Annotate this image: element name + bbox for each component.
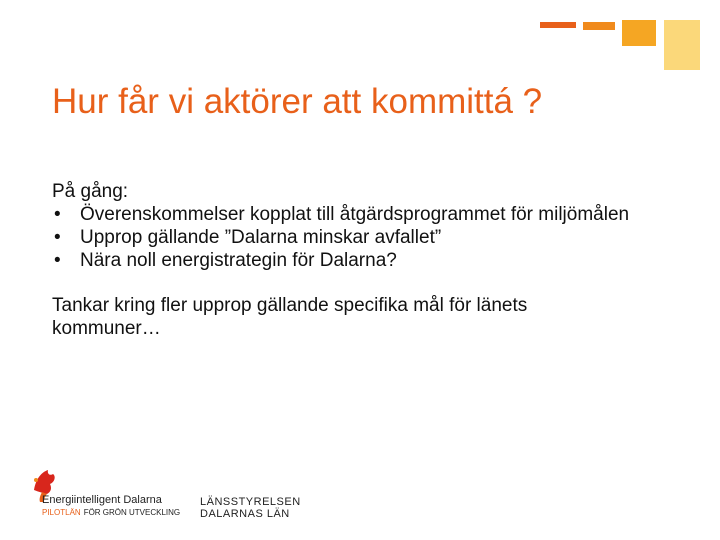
list-item: [52, 226, 652, 249]
energiintelligent-dalarna-logo: [30, 466, 190, 522]
svg-text:PILOTLÄNFÖR GRÖN UTVECKLING: [42, 508, 180, 517]
slide-title: Hur får vi aktörer att kommittá ?: [52, 82, 543, 121]
logo-main-text: Energiintelligent Dalarna: [42, 494, 162, 506]
logo-line-1: LÄNSSTYRELSEN: [200, 496, 301, 508]
bullet-list: [52, 203, 652, 272]
logo-sub-text: FÖR GRÖN UTVECKLING: [83, 508, 181, 517]
bullet-icon: •: [54, 227, 61, 248]
list-item-text: Överenskommelser kopplat till åtgärdsprogrammet för miljömålen: [80, 204, 630, 225]
list-item: [52, 203, 652, 226]
logo-line-2: DALARNAS LÄN: [200, 508, 290, 520]
logo-sub-highlight: PILOTLÄN: [42, 508, 81, 517]
decor-bar-2: [583, 22, 615, 30]
closing-text: Tankar kring fler upprop gällande specifika mål för länets kommuner…: [52, 295, 528, 339]
dala-horse-icon: [30, 466, 190, 522]
decor-square-1: [622, 20, 656, 46]
intro-text: På gång:: [52, 181, 129, 202]
bullet-icon: •: [54, 204, 61, 225]
decor-bar-1: [540, 22, 576, 28]
list-item-text: Upprop gällande ”Dalarna minskar avfallet”: [80, 227, 442, 248]
bullet-icon: •: [54, 250, 61, 271]
list-item: [52, 249, 652, 272]
slide-body: [52, 180, 652, 340]
lansstyrelsen-logo: [200, 496, 310, 520]
decor-square-2: [664, 20, 700, 70]
list-item-text: Nära noll energistrategin för Dalarna?: [80, 250, 397, 271]
